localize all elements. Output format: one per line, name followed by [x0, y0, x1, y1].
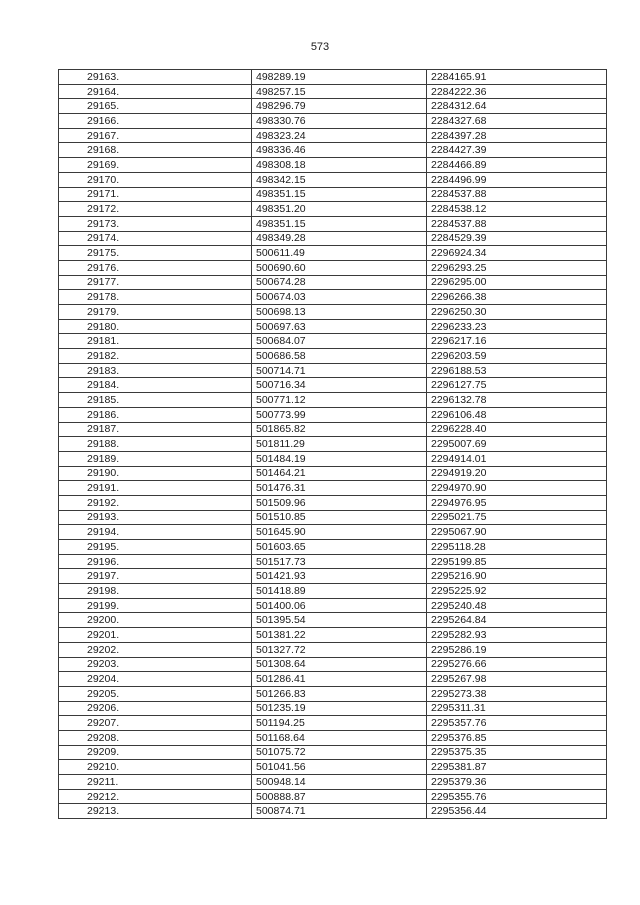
y-coordinate-cell: 2295282.93 — [427, 628, 607, 643]
x-coordinate-cell: 498349.28 — [252, 231, 427, 246]
row-number-cell: 29210. — [59, 760, 252, 775]
table-row — [59, 231, 607, 246]
y-coordinate-cell: 2294919.20 — [427, 466, 607, 481]
row-number-cell: 29166. — [59, 114, 252, 129]
x-coordinate-cell: 500674.03 — [252, 290, 427, 305]
row-number-cell: 29182. — [59, 349, 252, 364]
table-row — [59, 775, 607, 790]
row-number-cell: 29211. — [59, 775, 252, 790]
y-coordinate-cell: 2295376.85 — [427, 730, 607, 745]
y-coordinate-cell: 2284538.12 — [427, 202, 607, 217]
x-coordinate-cell: 498351.20 — [252, 202, 427, 217]
x-coordinate-cell: 501645.90 — [252, 525, 427, 540]
y-coordinate-cell: 2295267.98 — [427, 672, 607, 687]
y-coordinate-cell: 2296233.23 — [427, 319, 607, 334]
x-coordinate-cell: 501308.64 — [252, 657, 427, 672]
x-coordinate-cell: 500611.49 — [252, 246, 427, 261]
row-number-cell: 29185. — [59, 393, 252, 408]
x-coordinate-cell: 501235.19 — [252, 701, 427, 716]
table-row — [59, 407, 607, 422]
table-row — [59, 686, 607, 701]
table-row — [59, 128, 607, 143]
y-coordinate-cell: 2284529.39 — [427, 231, 607, 246]
x-coordinate-cell: 501381.22 — [252, 628, 427, 643]
table-row — [59, 393, 607, 408]
row-number-cell: 29208. — [59, 730, 252, 745]
y-coordinate-cell: 2295264.84 — [427, 613, 607, 628]
table-row — [59, 466, 607, 481]
table-row — [59, 701, 607, 716]
table-row — [59, 437, 607, 452]
x-coordinate-cell: 500948.14 — [252, 775, 427, 790]
table-row — [59, 260, 607, 275]
x-coordinate-cell: 498336.46 — [252, 143, 427, 158]
x-coordinate-cell: 501421.93 — [252, 569, 427, 584]
x-coordinate-cell: 500686.58 — [252, 349, 427, 364]
row-number-cell: 29176. — [59, 260, 252, 275]
y-coordinate-cell: 2284397.28 — [427, 128, 607, 143]
y-coordinate-cell: 2295021.75 — [427, 510, 607, 525]
y-coordinate-cell: 2294914.01 — [427, 451, 607, 466]
coordinates-table — [58, 69, 607, 819]
x-coordinate-cell: 500698.13 — [252, 305, 427, 320]
x-coordinate-cell: 501168.64 — [252, 730, 427, 745]
x-coordinate-cell: 500874.71 — [252, 804, 427, 819]
y-coordinate-cell: 2295216.90 — [427, 569, 607, 584]
table-row — [59, 628, 607, 643]
table-row — [59, 305, 607, 320]
row-number-cell: 29163. — [59, 70, 252, 85]
row-number-cell: 29206. — [59, 701, 252, 716]
row-number-cell: 29198. — [59, 584, 252, 599]
row-number-cell: 29183. — [59, 363, 252, 378]
table-row — [59, 642, 607, 657]
row-number-cell: 29179. — [59, 305, 252, 320]
y-coordinate-cell: 2295240.48 — [427, 598, 607, 613]
row-number-cell: 29171. — [59, 187, 252, 202]
x-coordinate-cell: 498330.76 — [252, 114, 427, 129]
table-row — [59, 657, 607, 672]
y-coordinate-cell: 2284496.99 — [427, 172, 607, 187]
row-number-cell: 29203. — [59, 657, 252, 672]
table-row — [59, 569, 607, 584]
table-row — [59, 481, 607, 496]
y-coordinate-cell: 2295273.38 — [427, 686, 607, 701]
x-coordinate-cell: 501327.72 — [252, 642, 427, 657]
page-number: 573 — [310, 41, 330, 53]
x-coordinate-cell: 501811.29 — [252, 437, 427, 452]
x-coordinate-cell: 501476.31 — [252, 481, 427, 496]
y-coordinate-cell: 2296228.40 — [427, 422, 607, 437]
row-number-cell: 29189. — [59, 451, 252, 466]
table-row — [59, 495, 607, 510]
x-coordinate-cell: 501509.96 — [252, 495, 427, 510]
table-row — [59, 114, 607, 129]
x-coordinate-cell: 501041.56 — [252, 760, 427, 775]
y-coordinate-cell: 2295118.28 — [427, 540, 607, 555]
table-row — [59, 158, 607, 173]
x-coordinate-cell: 501418.89 — [252, 584, 427, 599]
y-coordinate-cell: 2295007.69 — [427, 437, 607, 452]
y-coordinate-cell: 2295286.19 — [427, 642, 607, 657]
table-row — [59, 789, 607, 804]
x-coordinate-cell: 498308.18 — [252, 158, 427, 173]
row-number-cell: 29196. — [59, 554, 252, 569]
table-row — [59, 216, 607, 231]
x-coordinate-cell: 498296.79 — [252, 99, 427, 114]
y-coordinate-cell: 2284165.91 — [427, 70, 607, 85]
x-coordinate-cell: 501395.54 — [252, 613, 427, 628]
x-coordinate-cell: 501603.65 — [252, 540, 427, 555]
table-row — [59, 70, 607, 85]
table-row — [59, 584, 607, 599]
row-number-cell: 29195. — [59, 540, 252, 555]
row-number-cell: 29209. — [59, 745, 252, 760]
row-number-cell: 29165. — [59, 99, 252, 114]
coordinates-table-body — [59, 70, 607, 819]
y-coordinate-cell: 2296924.34 — [427, 246, 607, 261]
table-row — [59, 672, 607, 687]
table-row — [59, 99, 607, 114]
x-coordinate-cell: 500773.99 — [252, 407, 427, 422]
y-coordinate-cell: 2284537.88 — [427, 187, 607, 202]
table-row — [59, 554, 607, 569]
row-number-cell: 29180. — [59, 319, 252, 334]
x-coordinate-cell: 500697.63 — [252, 319, 427, 334]
y-coordinate-cell: 2295356.44 — [427, 804, 607, 819]
x-coordinate-cell: 498351.15 — [252, 187, 427, 202]
y-coordinate-cell: 2296250.30 — [427, 305, 607, 320]
table-row — [59, 540, 607, 555]
row-number-cell: 29167. — [59, 128, 252, 143]
x-coordinate-cell: 501266.83 — [252, 686, 427, 701]
x-coordinate-cell: 498289.19 — [252, 70, 427, 85]
table-row — [59, 319, 607, 334]
y-coordinate-cell: 2294976.95 — [427, 495, 607, 510]
row-number-cell: 29200. — [59, 613, 252, 628]
table-row — [59, 451, 607, 466]
row-number-cell: 29177. — [59, 275, 252, 290]
table-row — [59, 363, 607, 378]
y-coordinate-cell: 2296127.75 — [427, 378, 607, 393]
y-coordinate-cell: 2295067.90 — [427, 525, 607, 540]
row-number-cell: 29178. — [59, 290, 252, 305]
row-number-cell: 29199. — [59, 598, 252, 613]
y-coordinate-cell: 2284537.88 — [427, 216, 607, 231]
row-number-cell: 29213. — [59, 804, 252, 819]
table-row — [59, 716, 607, 731]
row-number-cell: 29187. — [59, 422, 252, 437]
x-coordinate-cell: 501865.82 — [252, 422, 427, 437]
row-number-cell: 29169. — [59, 158, 252, 173]
x-coordinate-cell: 501517.73 — [252, 554, 427, 569]
x-coordinate-cell: 498257.15 — [252, 84, 427, 99]
row-number-cell: 29197. — [59, 569, 252, 584]
table-row — [59, 290, 607, 305]
row-number-cell: 29174. — [59, 231, 252, 246]
row-number-cell: 29184. — [59, 378, 252, 393]
row-number-cell: 29190. — [59, 466, 252, 481]
row-number-cell: 29212. — [59, 789, 252, 804]
table-row — [59, 804, 607, 819]
y-coordinate-cell: 2284312.64 — [427, 99, 607, 114]
y-coordinate-cell: 2294970.90 — [427, 481, 607, 496]
y-coordinate-cell: 2284222.36 — [427, 84, 607, 99]
x-coordinate-cell: 501075.72 — [252, 745, 427, 760]
x-coordinate-cell: 501464.21 — [252, 466, 427, 481]
row-number-cell: 29181. — [59, 334, 252, 349]
x-coordinate-cell: 500690.60 — [252, 260, 427, 275]
row-number-cell: 29202. — [59, 642, 252, 657]
x-coordinate-cell: 501400.06 — [252, 598, 427, 613]
y-coordinate-cell: 2296266.38 — [427, 290, 607, 305]
table-row — [59, 760, 607, 775]
table-row — [59, 143, 607, 158]
row-number-cell: 29207. — [59, 716, 252, 731]
y-coordinate-cell: 2284466.89 — [427, 158, 607, 173]
y-coordinate-cell: 2295311.31 — [427, 701, 607, 716]
table-row — [59, 525, 607, 540]
y-coordinate-cell: 2295199.85 — [427, 554, 607, 569]
row-number-cell: 29186. — [59, 407, 252, 422]
row-number-cell: 29193. — [59, 510, 252, 525]
table-row — [59, 598, 607, 613]
x-coordinate-cell: 498323.24 — [252, 128, 427, 143]
x-coordinate-cell: 501484.19 — [252, 451, 427, 466]
table-row — [59, 422, 607, 437]
y-coordinate-cell: 2295276.66 — [427, 657, 607, 672]
x-coordinate-cell: 500714.71 — [252, 363, 427, 378]
x-coordinate-cell: 498342.15 — [252, 172, 427, 187]
y-coordinate-cell: 2295379.36 — [427, 775, 607, 790]
row-number-cell: 29188. — [59, 437, 252, 452]
x-coordinate-cell: 500684.07 — [252, 334, 427, 349]
y-coordinate-cell: 2296293.25 — [427, 260, 607, 275]
table-row — [59, 745, 607, 760]
row-number-cell: 29204. — [59, 672, 252, 687]
row-number-cell: 29191. — [59, 481, 252, 496]
y-coordinate-cell: 2296132.78 — [427, 393, 607, 408]
y-coordinate-cell: 2296295.00 — [427, 275, 607, 290]
row-number-cell: 29170. — [59, 172, 252, 187]
table-row — [59, 349, 607, 364]
row-number-cell: 29168. — [59, 143, 252, 158]
y-coordinate-cell: 2295357.76 — [427, 716, 607, 731]
table-row — [59, 510, 607, 525]
y-coordinate-cell: 2284327.68 — [427, 114, 607, 129]
row-number-cell: 29192. — [59, 495, 252, 510]
row-number-cell: 29172. — [59, 202, 252, 217]
x-coordinate-cell: 501194.25 — [252, 716, 427, 731]
row-number-cell: 29175. — [59, 246, 252, 261]
table-row — [59, 187, 607, 202]
x-coordinate-cell: 500771.12 — [252, 393, 427, 408]
y-coordinate-cell: 2295381.87 — [427, 760, 607, 775]
y-coordinate-cell: 2295375.35 — [427, 745, 607, 760]
table-row — [59, 730, 607, 745]
x-coordinate-cell: 500674.28 — [252, 275, 427, 290]
y-coordinate-cell: 2296106.48 — [427, 407, 607, 422]
y-coordinate-cell: 2296203.59 — [427, 349, 607, 364]
row-number-cell: 29194. — [59, 525, 252, 540]
row-number-cell: 29173. — [59, 216, 252, 231]
table-row — [59, 202, 607, 217]
row-number-cell: 29205. — [59, 686, 252, 701]
table-row — [59, 378, 607, 393]
y-coordinate-cell: 2296188.53 — [427, 363, 607, 378]
y-coordinate-cell: 2295355.76 — [427, 789, 607, 804]
row-number-cell: 29201. — [59, 628, 252, 643]
x-coordinate-cell: 500716.34 — [252, 378, 427, 393]
table-row — [59, 275, 607, 290]
table-row — [59, 334, 607, 349]
x-coordinate-cell: 501510.85 — [252, 510, 427, 525]
y-coordinate-cell: 2296217.16 — [427, 334, 607, 349]
y-coordinate-cell: 2284427.39 — [427, 143, 607, 158]
x-coordinate-cell: 500888.87 — [252, 789, 427, 804]
table-row — [59, 84, 607, 99]
table-row — [59, 613, 607, 628]
x-coordinate-cell: 501286.41 — [252, 672, 427, 687]
row-number-cell: 29164. — [59, 84, 252, 99]
table-row — [59, 246, 607, 261]
x-coordinate-cell: 498351.15 — [252, 216, 427, 231]
table-row — [59, 172, 607, 187]
y-coordinate-cell: 2295225.92 — [427, 584, 607, 599]
